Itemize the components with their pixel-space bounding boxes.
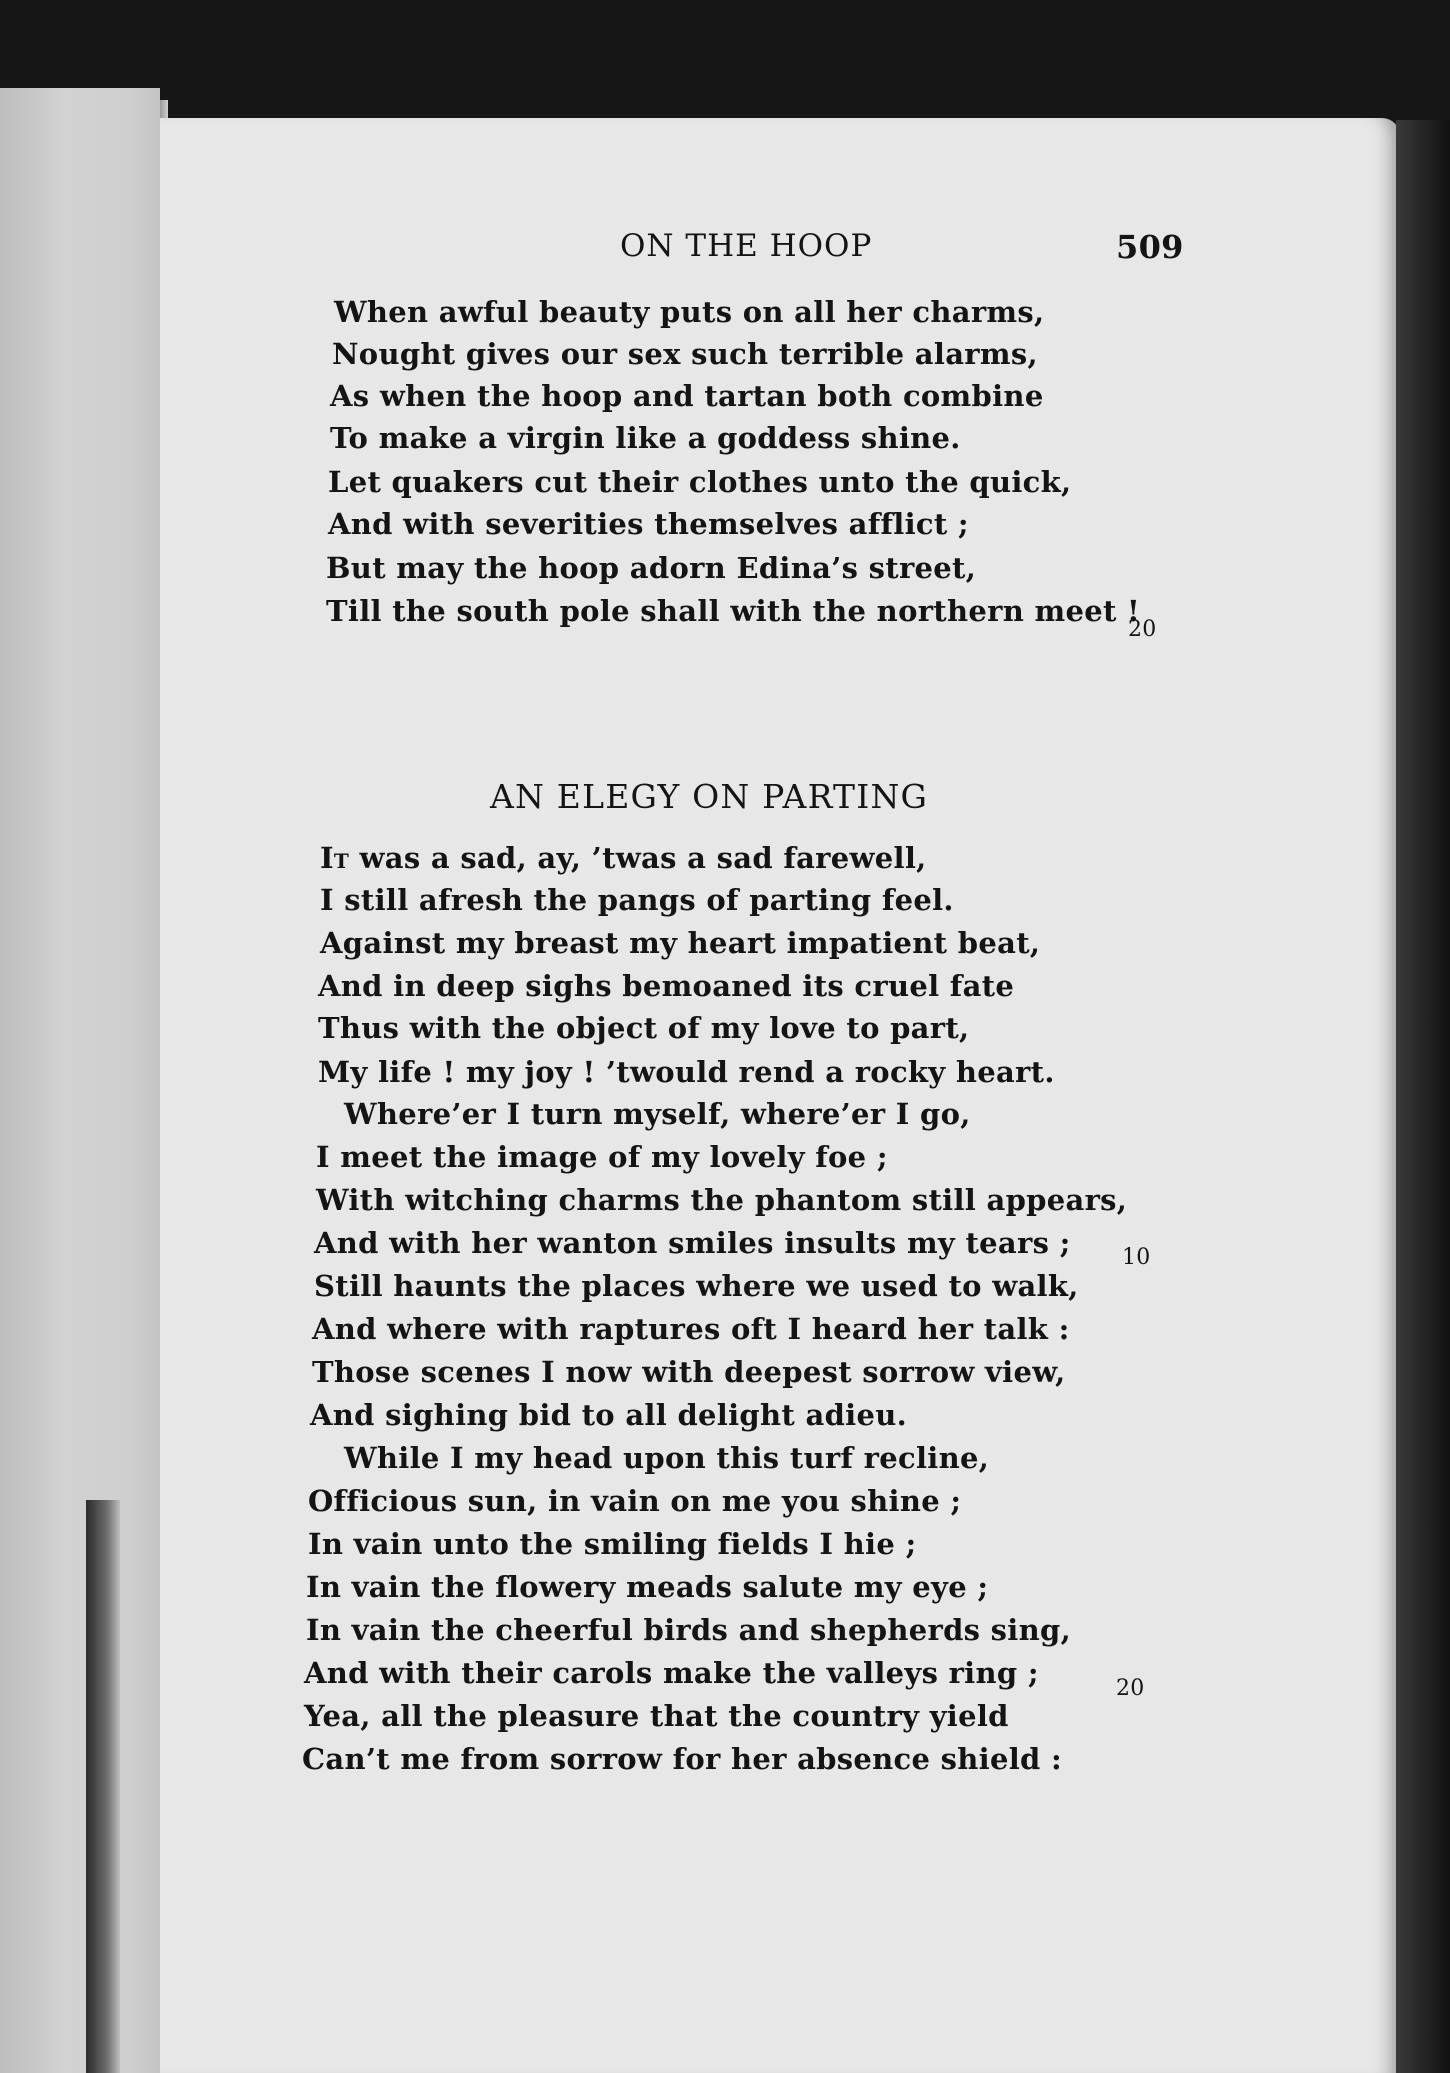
running-title: ON THE HOOP — [620, 228, 873, 264]
poem-line: Against my breast my heart impatient beat, — [320, 926, 1041, 960]
poem-line: Where’er I turn myself, where’er I go, — [344, 1097, 971, 1131]
page-number: 509 — [1116, 228, 1184, 266]
poem-line: And where with raptures oft I heard her talk : — [312, 1312, 1070, 1346]
poem-line: While I my head upon this turf recline, — [344, 1441, 990, 1475]
poem-line: Thus with the object of my love to part, — [318, 1011, 970, 1045]
poem-line: In vain the flowery meads salute my eye ; — [306, 1570, 989, 1604]
line-number: 20 — [1116, 1676, 1145, 1701]
poem-line: When awful beauty puts on all her charms, — [334, 295, 1045, 329]
line-number: 20 — [1128, 617, 1157, 642]
page-right-shadow — [1396, 120, 1450, 2073]
binding-shadow — [86, 1500, 120, 2073]
poem-line: With witching charms the phantom still appears, — [316, 1183, 1128, 1217]
first-line-text: was a sad, ay, ’twas a sad farewell, — [349, 841, 927, 875]
poem-line: And with their carols make the valleys ring ; — [304, 1656, 1039, 1690]
poem-line: Still haunts the places where we used to walk, — [314, 1269, 1079, 1303]
poem-line: Till the south pole shall with the northern meet ! — [326, 594, 1141, 628]
poem-line: In vain unto the smiling fields I hie ; — [308, 1527, 917, 1561]
poem-line: Let quakers cut their clothes unto the quick, — [328, 465, 1072, 499]
poem-line: My life ! my joy ! ’twould rend a rocky heart. — [318, 1055, 1055, 1089]
poem-line: And with severities themselves afflict ; — [328, 507, 969, 541]
poem-line: As when the hoop and tartan both combine — [330, 379, 1044, 413]
poem-line: Officious sun, in vain on me you shine ; — [308, 1484, 962, 1518]
poem-line: In vain the cheerful birds and shepherds sing, — [306, 1613, 1071, 1647]
poem-line: And in deep sighs bemoaned its cruel fate — [318, 969, 1015, 1003]
poem-line: Yea, all the pleasure that the country yield — [304, 1699, 1009, 1733]
poem-line: To make a virgin like a goddess shine. — [330, 421, 961, 455]
drop-word: It — [320, 841, 350, 875]
section-title: AN ELEGY ON PARTING — [490, 777, 929, 816]
poem-line: And with her wanton smiles insults my tears ; — [314, 1226, 1071, 1260]
facing-page-edge — [0, 88, 160, 2073]
poem-line: But may the hoop adorn Edina’s street, — [326, 551, 977, 585]
poem-line: And sighing bid to all delight adieu. — [310, 1398, 907, 1432]
poem-line: I meet the image of my lovely foe ; — [316, 1140, 888, 1174]
poem-line: Can’t me from sorrow for her absence shield : — [302, 1742, 1062, 1776]
poem-line: Those scenes I now with deepest sorrow view, — [312, 1355, 1066, 1389]
line-number: 10 — [1122, 1245, 1151, 1270]
poem-line: I still afresh the pangs of parting feel. — [320, 883, 954, 917]
poem-line: Nought gives our sex such terrible alarms, — [332, 337, 1038, 371]
poem-line — [320, 841, 927, 875]
